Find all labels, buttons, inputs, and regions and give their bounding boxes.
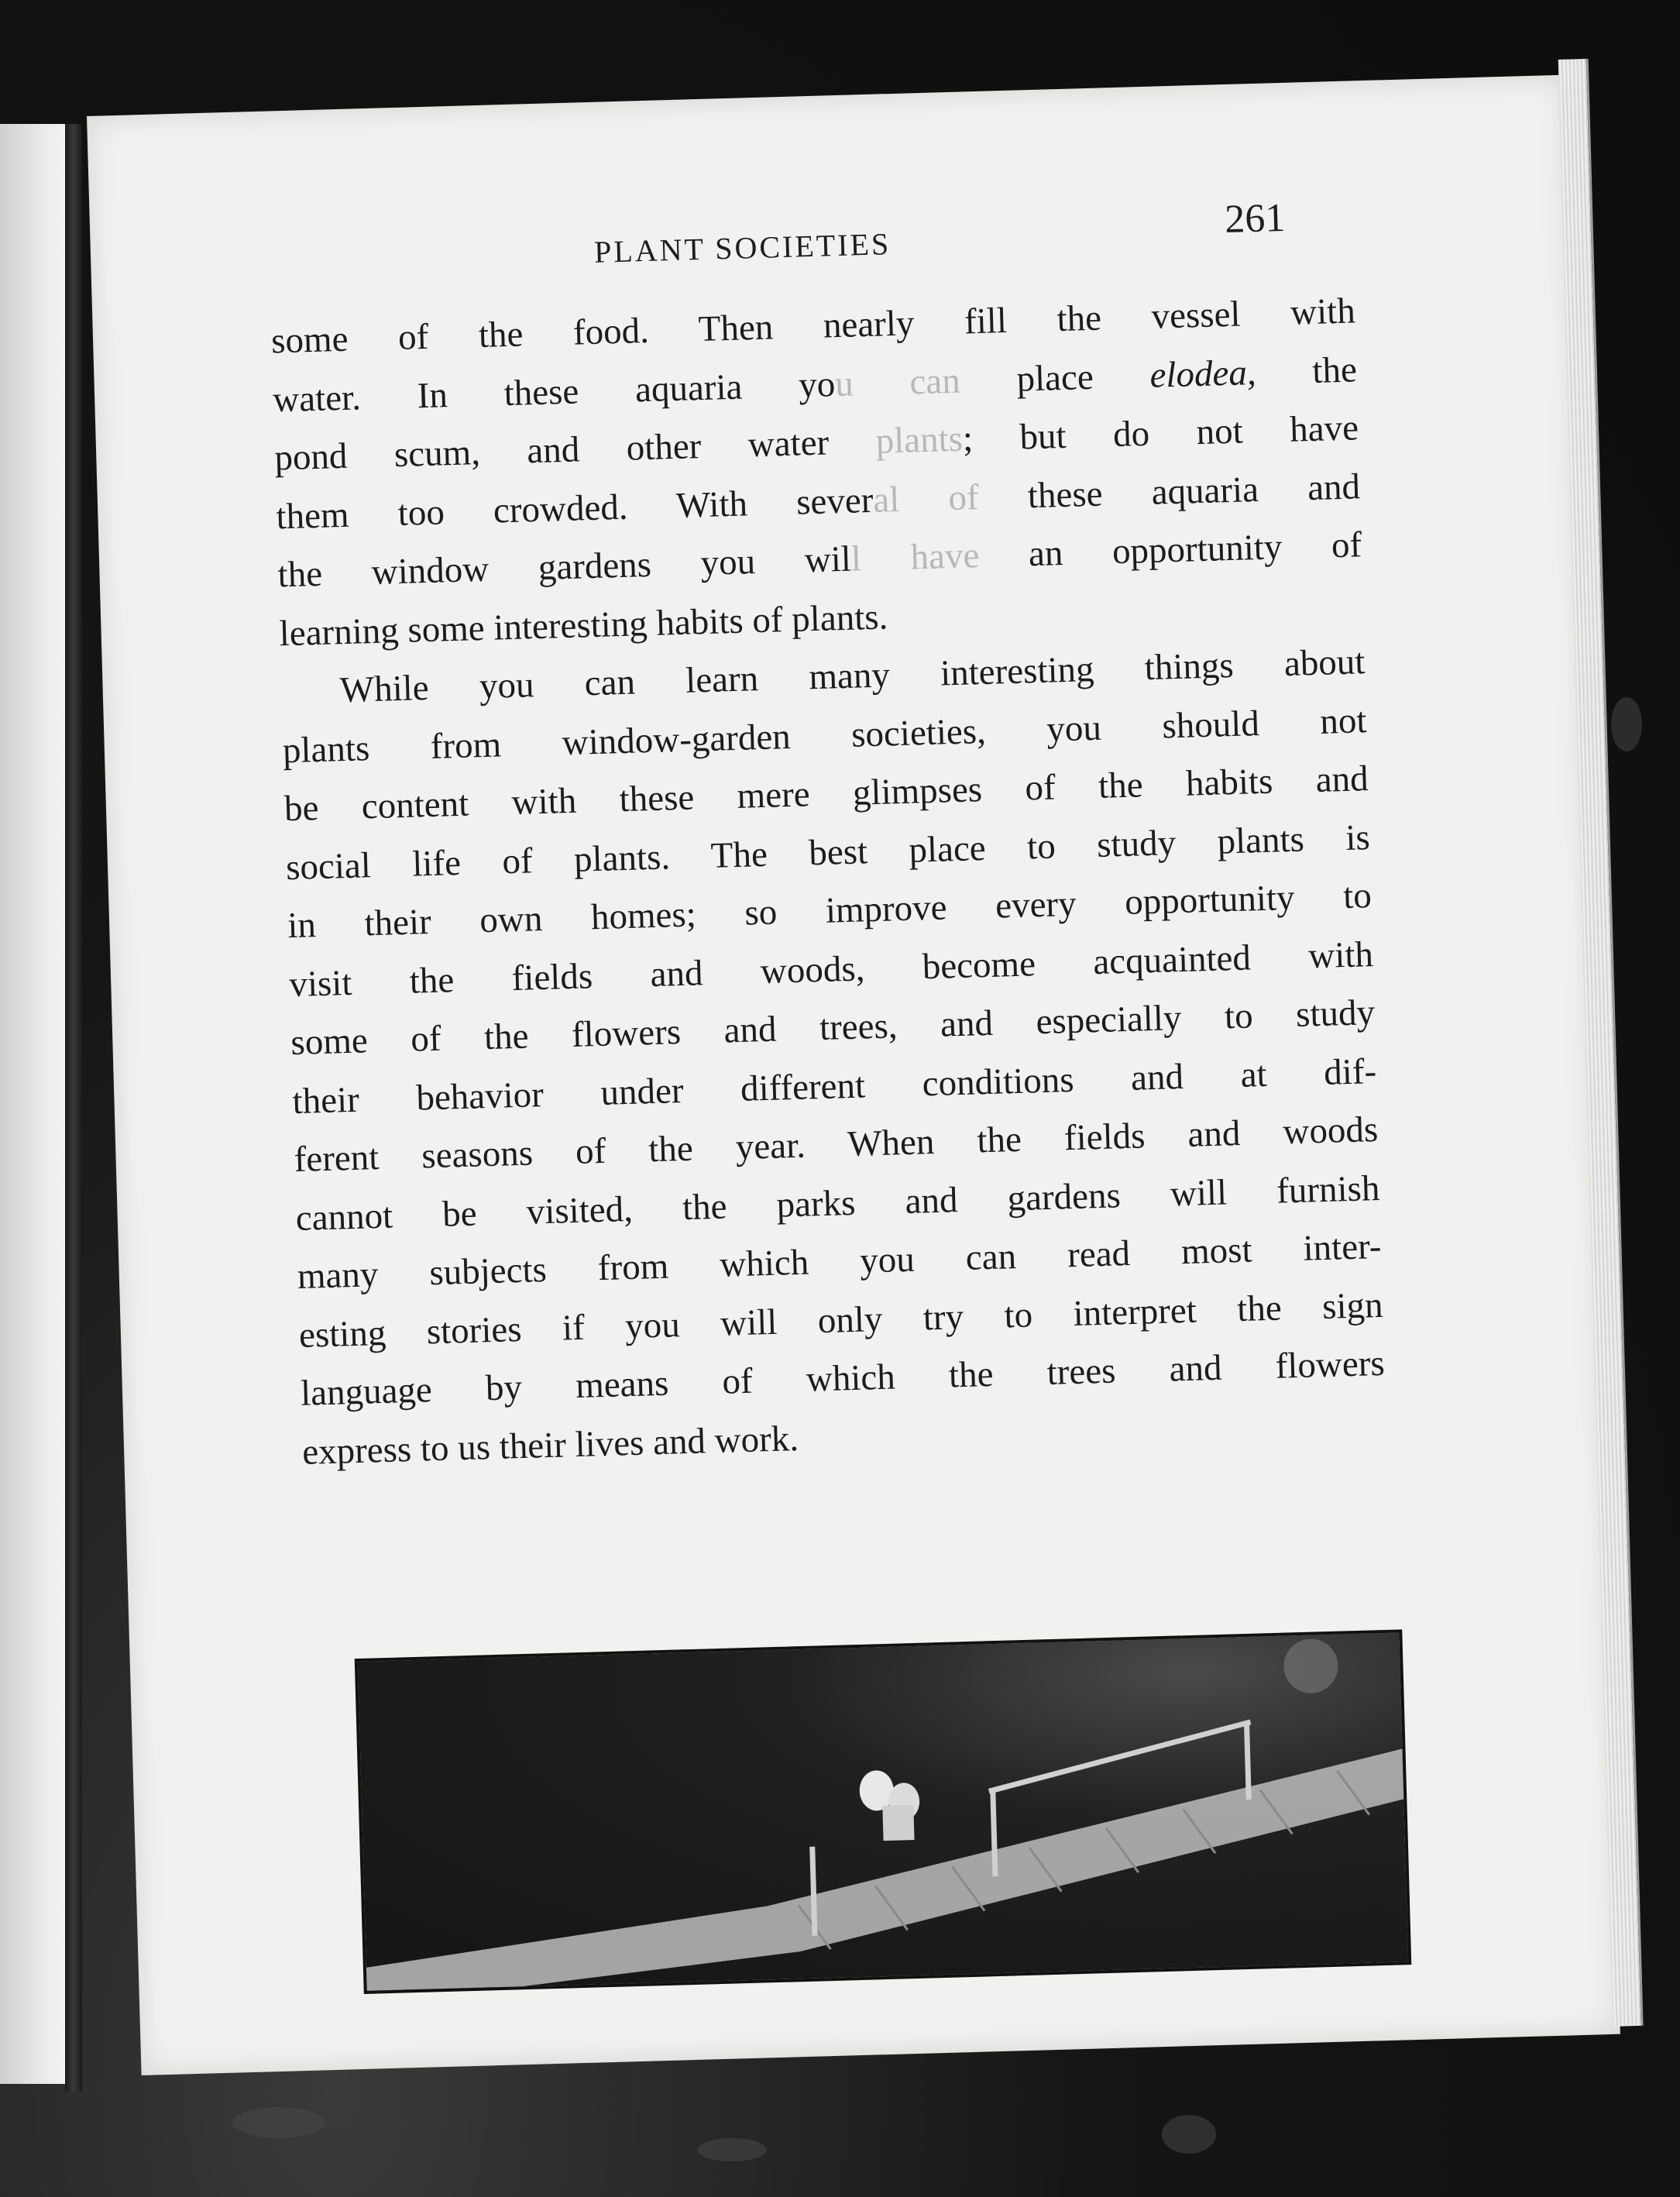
text-segment: water. In these aquaria yo [272,363,836,420]
faded-text-segment: l have [850,535,981,579]
text-line: some of the flowers and trees, and especially to study [290,992,1376,1064]
book-gutter [65,124,82,2092]
background-speck [232,2107,325,2138]
page-number: 261 [1224,195,1287,242]
text-line: many subjects from which you can read most inter- [297,1226,1383,1297]
text-line: esting stories if you will only try to interpret the sign [298,1284,1384,1356]
running-head: PLANT SOCIETIES [593,226,892,270]
text-segment: ; but do not have [962,407,1359,459]
park-photograph [355,1629,1412,1994]
text-line: their behavior under different conditions and at dif- [291,1050,1377,1122]
background-speck [1162,2115,1216,2154]
text-line: ferent seasons of the year. When the fields and woods [293,1109,1379,1181]
text-line: cannot be visited, the parks and gardens will furnish [295,1167,1381,1239]
book-page [87,75,1620,2075]
faded-text-segment: plants [874,418,964,462]
text-segment: an opportunity of [978,524,1362,576]
text-line: some of the food. Then nearly fill the vessel with [270,291,1356,362]
faded-text-segment: al of [872,476,980,521]
text-line: be content with these mere glimpses of the habits and [283,758,1369,830]
text-line: learning some interesting habits of plants. [279,596,888,654]
text-line: social life of plants. The best place to study plants is [285,817,1371,888]
body-text [270,282,1387,1482]
text-line: visit the fields and woods, become acquainted with [288,933,1374,1005]
text-segment: the window gardens you wil [277,538,852,596]
text-segment: pond scum, and other water [273,421,877,479]
page-stack-edge [1558,59,1644,2027]
background-speck [697,2138,767,2161]
text-segment: them too crowded. With sever [275,480,874,537]
faded-text-segment: u can [834,360,961,404]
text-segment: these aquaria and [977,466,1361,517]
text-line: express to us their lives and work. [301,1418,799,1473]
text-segment: the [1255,349,1358,393]
text-line: in their own homes; so improve every opportunity to [287,875,1373,947]
child-figures [859,1769,921,1841]
park-scene-illustration [358,1632,1408,1990]
text-line: While you can learn many interesting things about [339,641,1366,711]
tree-foliage [1283,1638,1339,1694]
text-segment: place [959,355,1151,401]
text-line: language by means of which the trees and flowers [300,1343,1386,1414]
text-line: plants from window-garden societies, you should not [282,700,1368,771]
background-speck [1611,697,1642,751]
italic-species-name: elodea, [1149,352,1257,396]
